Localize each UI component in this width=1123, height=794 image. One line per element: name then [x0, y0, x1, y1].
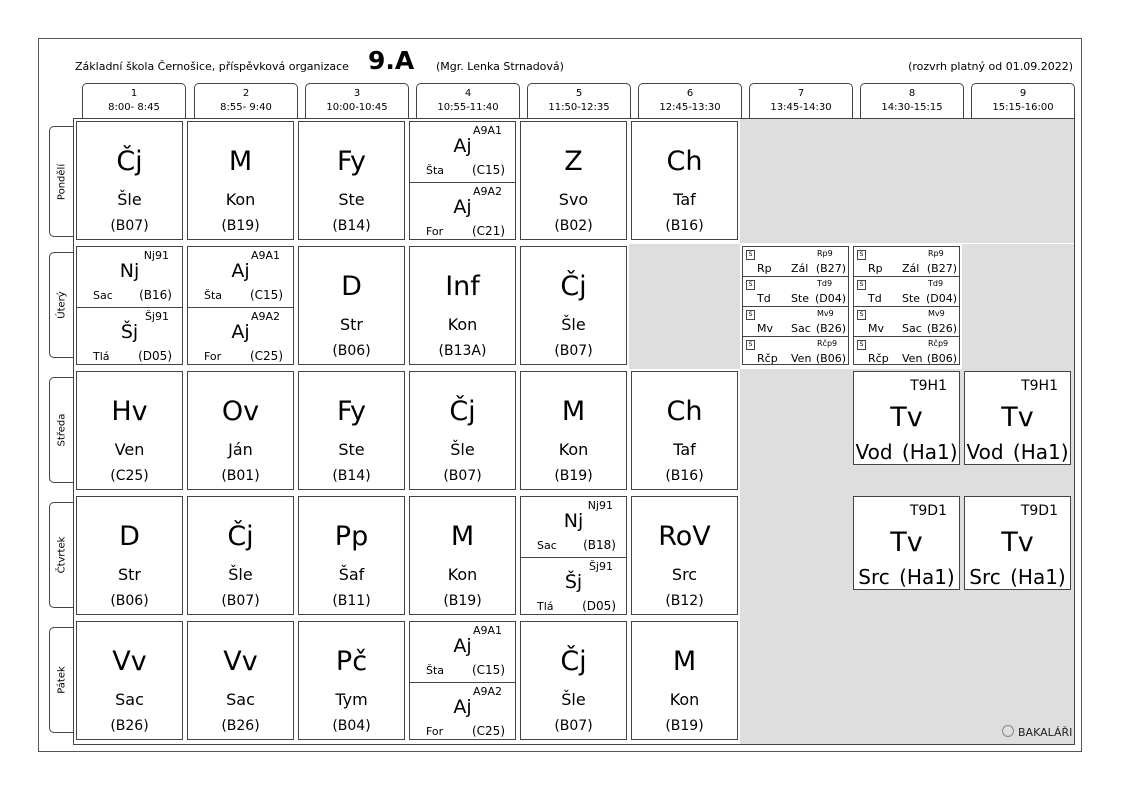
group-lesson-cell[interactable] [964, 496, 1071, 590]
bakalari-logo-text: BAKALÁŘI [1018, 726, 1073, 739]
lesson-group: Rčp9 [817, 339, 838, 348]
lesson-subject: Čj [560, 646, 587, 677]
lesson-room: (B19) [221, 218, 260, 234]
lesson-cell[interactable] [76, 371, 183, 490]
lesson-subject: Vv [223, 646, 258, 677]
period-header [416, 83, 520, 119]
period-time: 8:55- 9:40 [220, 102, 272, 113]
period-time: 15:15-16:00 [992, 102, 1054, 113]
lesson-teacher: For [426, 225, 444, 238]
lesson-teacher-room: Src (Ha1) [969, 565, 1066, 589]
lesson-subject: Ch [666, 396, 703, 427]
group-lesson[interactable] [410, 622, 515, 681]
lesson-subject: M [450, 521, 475, 552]
period-time: 12:45-13:30 [659, 102, 721, 113]
group-lesson[interactable] [188, 247, 293, 306]
lesson-teacher: Kon [447, 565, 478, 584]
period-header [638, 83, 742, 119]
lesson-group: T9D1 [1020, 503, 1058, 519]
lesson-teacher: Kon [558, 440, 589, 459]
lesson-subject: RoV [658, 521, 711, 552]
lesson-cell[interactable] [631, 621, 738, 740]
lesson-room: (B14) [332, 468, 371, 484]
optional-marker: S [857, 340, 866, 350]
period-header [971, 83, 1075, 119]
lesson-teacher: Šle [450, 440, 475, 459]
period-number: 9 [1019, 88, 1027, 99]
lesson-teacher: Tlá [537, 600, 554, 613]
lesson-teacher: Šta [204, 289, 223, 302]
lesson-room: (B06) [110, 593, 149, 609]
lesson-subject: Čj [449, 396, 476, 427]
lesson-room: (B26) [221, 718, 260, 734]
lesson-cell[interactable] [298, 121, 405, 240]
lesson-teacher-room: Vod (Ha1) [966, 440, 1069, 464]
lesson-cell[interactable] [187, 496, 294, 615]
lesson-teacher: Str [117, 565, 141, 584]
period-number: 5 [575, 88, 583, 99]
optional-lesson[interactable] [743, 247, 848, 276]
lesson-cell[interactable] [187, 371, 294, 490]
lesson-subject: Čj [227, 521, 254, 552]
lesson-room: (C25) [110, 468, 149, 484]
lesson-teacher: Sac [537, 539, 557, 552]
period-time: 8:00- 8:45 [108, 102, 160, 113]
lesson-room: (B07) [110, 218, 149, 234]
lesson-cell[interactable] [187, 621, 294, 740]
validity-date: (rozvrh platný od 01.09.2022) [908, 60, 1073, 73]
lesson-subject: Fy [336, 146, 367, 177]
group-lesson[interactable] [521, 497, 626, 556]
lesson-subject: M [561, 396, 586, 427]
lesson-room: (B02) [554, 218, 593, 234]
period-time: 13:45-14:30 [770, 102, 832, 113]
lesson-cell[interactable] [631, 371, 738, 490]
group-lesson[interactable] [77, 247, 182, 306]
lesson-teacher: Zál [791, 262, 809, 275]
lesson-teacher: Sac [115, 690, 144, 709]
period-number: 8 [908, 88, 916, 99]
lesson-group: Td9 [817, 279, 833, 288]
lesson-group: A9A1 [472, 124, 502, 137]
lesson-room: (B26) [815, 322, 846, 335]
lesson-group: A9A1 [250, 249, 280, 262]
lesson-cell[interactable] [187, 121, 294, 240]
group-lesson[interactable] [77, 307, 182, 367]
lesson-room: (B04) [332, 718, 371, 734]
lesson-teacher: Tlá [93, 350, 110, 363]
lesson-room: (B07) [443, 468, 482, 484]
lesson-subject: Nj [119, 260, 140, 282]
lesson-group: T9D1 [909, 503, 947, 519]
quad-lesson-cell[interactable] [853, 246, 960, 365]
lesson-teacher: Sac [226, 690, 255, 709]
day-tab-wednesday [49, 377, 74, 483]
group-lesson-cell[interactable] [853, 371, 960, 465]
optional-marker: S [857, 250, 866, 260]
class-teacher: (Mgr. Lenka Strnadová) [436, 60, 564, 73]
lesson-teacher: Kon [225, 190, 256, 209]
split-lesson-cell[interactable] [187, 246, 294, 365]
lesson-group: Mv9 [928, 309, 945, 318]
lesson-room: (B06) [926, 352, 957, 365]
lesson-room: (B06) [815, 352, 846, 365]
lesson-teacher: For [204, 350, 222, 363]
lesson-cell[interactable] [631, 496, 738, 615]
empty-slot [629, 244, 740, 369]
lesson-group: T9H1 [1021, 378, 1058, 394]
quad-lesson-cell[interactable] [742, 246, 849, 365]
day-tab-thursday [49, 502, 74, 608]
lesson-room: (B07) [221, 593, 260, 609]
school-name: Základní škola Černošice, příspěvková organizace [75, 60, 349, 73]
lesson-teacher: Sac [93, 289, 113, 302]
lesson-teacher: Ste [902, 292, 921, 305]
lesson-cell[interactable] [409, 371, 516, 490]
lesson-room: (B13A) [438, 343, 487, 359]
lesson-room: (C15) [471, 163, 505, 177]
lesson-subject: Aj [453, 696, 472, 718]
lesson-subject: Čj [560, 271, 587, 302]
period-header [749, 83, 853, 119]
lesson-room: (C15) [471, 663, 505, 677]
lesson-subject: Tv [890, 402, 923, 433]
lesson-cell[interactable] [76, 121, 183, 240]
optional-lesson[interactable] [854, 276, 959, 306]
lesson-group: Šj91 [588, 560, 613, 573]
lesson-cell[interactable] [409, 496, 516, 615]
lesson-group: Mv9 [817, 309, 834, 318]
day-tab-friday [49, 627, 74, 733]
lesson-group: Nj91 [587, 499, 613, 512]
optional-marker: S [746, 340, 755, 350]
lesson-room: (D04) [814, 292, 846, 305]
period-header [527, 83, 631, 119]
period-time: 10:55-11:40 [437, 102, 499, 113]
lesson-subject: M [228, 146, 253, 177]
lesson-subject: Td [868, 292, 882, 305]
split-lesson-cell[interactable] [520, 496, 627, 615]
lesson-subject: Aj [231, 321, 250, 343]
optional-marker: S [746, 250, 755, 260]
lesson-subject: Šj [120, 321, 139, 343]
lesson-subject: Šj [564, 571, 583, 593]
lesson-teacher: Src [671, 565, 698, 584]
period-header [860, 83, 964, 119]
group-lesson[interactable] [410, 682, 515, 742]
lesson-cell[interactable] [298, 371, 405, 490]
lesson-subject: Pč [335, 646, 368, 677]
day-label: Čtvrtek [56, 536, 68, 574]
group-lesson-cell[interactable] [853, 496, 960, 590]
day-label: Úterý [56, 291, 68, 319]
lesson-room: (B19) [443, 593, 482, 609]
lesson-subject: Pp [334, 521, 369, 552]
lesson-subject: D [341, 271, 362, 302]
lesson-teacher: Svo [558, 190, 589, 209]
group-lesson-cell[interactable] [964, 371, 1071, 465]
lesson-teacher-room: Src (Ha1) [858, 565, 955, 589]
lesson-cell[interactable] [298, 621, 405, 740]
lesson-teacher: Ven [791, 352, 812, 365]
period-number: 6 [686, 88, 694, 99]
period-header [305, 83, 409, 119]
lesson-room: (B07) [554, 718, 593, 734]
lesson-teacher: Ste [338, 190, 365, 209]
lesson-teacher: Kon [447, 315, 478, 334]
lesson-group: A9A2 [250, 310, 280, 323]
lesson-subject: Rčp [868, 352, 889, 365]
optional-lesson[interactable] [854, 336, 959, 366]
lesson-group: Šj91 [144, 310, 169, 323]
lesson-room: (B06) [332, 343, 371, 359]
lesson-subject: Ch [666, 146, 703, 177]
lesson-teacher: Ste [338, 440, 365, 459]
lesson-subject: Rp [868, 262, 883, 275]
lesson-subject: Z [564, 146, 583, 177]
lesson-cell[interactable] [631, 121, 738, 240]
lesson-subject: M [672, 646, 697, 677]
lesson-subject: Rp [757, 262, 772, 275]
lesson-room: (B14) [332, 218, 371, 234]
period-number: 4 [464, 88, 472, 99]
lesson-teacher: Zál [902, 262, 920, 275]
lesson-cell[interactable] [76, 621, 183, 740]
lesson-subject: Ov [221, 396, 260, 427]
lesson-group: A9A2 [472, 685, 502, 698]
lesson-teacher: Šta [426, 164, 445, 177]
lesson-room: (B26) [926, 322, 957, 335]
lesson-group: A9A1 [472, 624, 502, 637]
lesson-teacher: Sac [902, 322, 922, 335]
lesson-room: (B18) [583, 538, 616, 552]
lesson-teacher: Šle [561, 315, 586, 334]
lesson-room: (D05) [582, 599, 616, 613]
lesson-subject: Aj [453, 196, 472, 218]
lesson-subject: D [119, 521, 140, 552]
day-tab-monday [49, 126, 74, 237]
lesson-subject: Vv [112, 646, 147, 677]
lesson-room: (B12) [665, 593, 704, 609]
period-time: 11:50-12:35 [548, 102, 610, 113]
split-lesson-cell[interactable] [76, 246, 183, 365]
optional-marker: S [746, 310, 755, 320]
lesson-room: (C21) [471, 224, 505, 238]
split-lesson-cell[interactable] [409, 621, 516, 740]
lesson-teacher: Taf [673, 190, 696, 209]
lesson-room: (C15) [249, 288, 283, 302]
lesson-subject: Fy [336, 396, 367, 427]
lesson-subject: Nj [563, 510, 584, 532]
period-number: 3 [353, 88, 361, 99]
group-lesson[interactable] [521, 557, 626, 617]
lesson-teacher: Tym [335, 690, 368, 709]
lesson-teacher: Ste [791, 292, 810, 305]
lesson-teacher: Str [339, 315, 363, 334]
lesson-teacher: Ján [228, 440, 253, 459]
group-lesson[interactable] [410, 122, 515, 181]
lesson-teacher: Kon [669, 690, 700, 709]
lesson-group: Nj91 [143, 249, 169, 262]
group-lesson[interactable] [188, 307, 293, 367]
optional-marker: S [857, 310, 866, 320]
optional-lesson[interactable] [743, 306, 848, 336]
lesson-subject: Aj [453, 635, 472, 657]
lesson-teacher: Ven [902, 352, 923, 365]
lesson-subject: Aj [453, 135, 472, 157]
lesson-subject: Hv [111, 396, 148, 427]
lesson-teacher: Šle [117, 190, 142, 209]
lesson-subject: Tv [1001, 402, 1034, 433]
optional-marker: S [746, 280, 755, 290]
optional-lesson[interactable] [743, 276, 848, 306]
lesson-cell[interactable] [520, 621, 627, 740]
lesson-teacher-room: Vod (Ha1) [855, 440, 958, 464]
lesson-cell[interactable] [409, 246, 516, 365]
empty-slot [740, 119, 1074, 243]
lesson-teacher: Šle [561, 690, 586, 709]
lesson-group: Rp9 [928, 249, 944, 258]
lesson-group: Rčp9 [928, 339, 949, 348]
lesson-room: (C25) [249, 349, 283, 363]
day-tab-tuesday [49, 252, 74, 358]
lesson-subject: Tv [890, 527, 923, 558]
lesson-room: (B27) [815, 262, 846, 275]
lesson-cell[interactable] [520, 371, 627, 490]
lesson-teacher: Šta [426, 664, 445, 677]
lesson-group: A9A2 [472, 185, 502, 198]
lesson-room: (C25) [471, 724, 505, 738]
lesson-teacher: Šle [228, 565, 253, 584]
optional-lesson[interactable] [743, 336, 848, 366]
split-lesson-cell[interactable] [409, 121, 516, 240]
lesson-room: (B01) [221, 468, 260, 484]
lesson-group: Rp9 [817, 249, 833, 258]
period-time: 14:30-15:15 [881, 102, 943, 113]
lesson-teacher: Taf [673, 440, 696, 459]
day-label: Pátek [56, 666, 68, 694]
lesson-cell[interactable] [298, 496, 405, 615]
lesson-cell[interactable] [76, 496, 183, 615]
optional-marker: S [857, 280, 866, 290]
lesson-teacher: Šaf [338, 565, 365, 584]
lesson-subject: Td [757, 292, 771, 305]
optional-lesson[interactable] [854, 306, 959, 336]
period-header [82, 83, 186, 119]
lesson-teacher: For [426, 725, 444, 738]
lesson-room: (B19) [554, 468, 593, 484]
lesson-room: (B11) [332, 593, 371, 609]
lesson-room: (B26) [110, 718, 149, 734]
lesson-subject: Inf [445, 271, 480, 302]
bakalari-logo [1002, 725, 1072, 739]
group-lesson[interactable] [410, 182, 515, 242]
day-label: Pondělí [56, 163, 68, 200]
class-name: 9.A [368, 46, 415, 75]
lesson-room: (B19) [665, 718, 704, 734]
day-label: Středa [56, 413, 68, 447]
lesson-subject: Čj [116, 146, 143, 177]
period-time: 10:00-10:45 [326, 102, 388, 113]
lesson-subject: Mv [757, 322, 774, 335]
lesson-subject: Tv [1001, 527, 1034, 558]
lesson-cell[interactable] [520, 121, 627, 240]
period-number: 7 [797, 88, 805, 99]
lesson-cell[interactable] [520, 246, 627, 365]
period-number: 2 [242, 88, 250, 99]
lesson-subject: Rčp [757, 352, 778, 365]
lesson-group: T9H1 [910, 378, 947, 394]
bakalari-logo-icon [1002, 725, 1014, 737]
lesson-cell[interactable] [298, 246, 405, 365]
lesson-room: (D05) [138, 349, 172, 363]
optional-lesson[interactable] [854, 247, 959, 276]
lesson-teacher: Ven [114, 440, 145, 459]
lesson-subject: Aj [231, 260, 250, 282]
lesson-room: (B07) [554, 343, 593, 359]
period-header [194, 83, 298, 119]
lesson-room: (B16) [665, 468, 704, 484]
lesson-room: (D04) [925, 292, 957, 305]
lesson-room: (B16) [139, 288, 172, 302]
period-number: 1 [130, 88, 138, 99]
lesson-group: Td9 [928, 279, 944, 288]
empty-slot [962, 244, 1074, 369]
lesson-teacher: Sac [791, 322, 811, 335]
lesson-room: (B27) [926, 262, 957, 275]
lesson-subject: Mv [868, 322, 885, 335]
lesson-room: (B16) [665, 218, 704, 234]
